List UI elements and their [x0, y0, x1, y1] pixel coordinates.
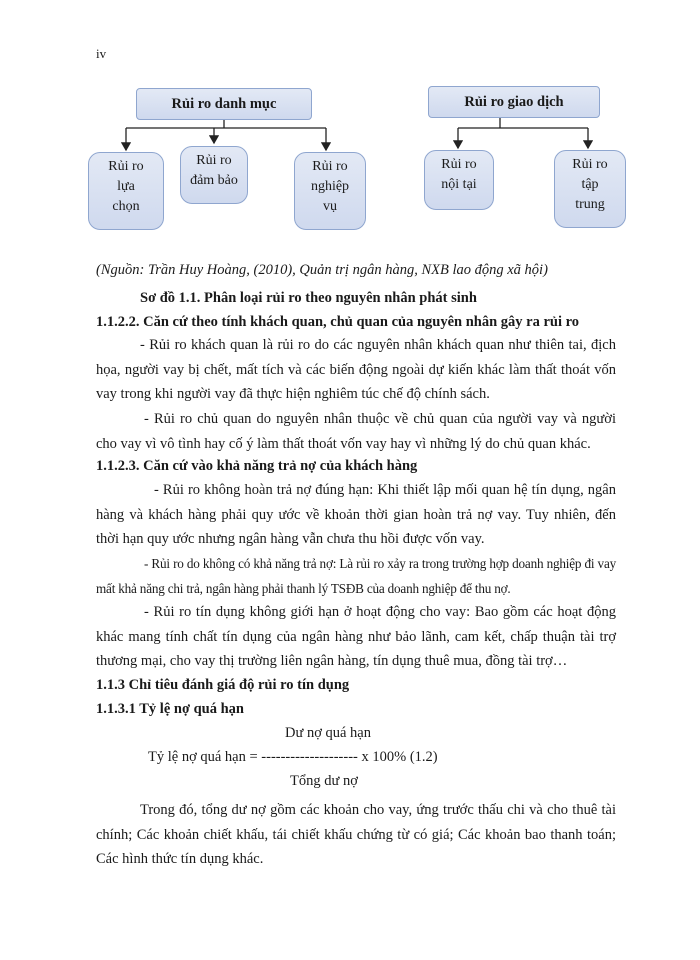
diagram-source: (Nguồn: Trần Huy Hoàng, (2010), Quản trị ngân hàng, NXB lao động xã hội): [96, 262, 548, 278]
node-line: Rủi ro: [108, 159, 144, 174]
paragraph: - Rủi ro không hoàn trả nợ đúng hạn: Khi thiết lập mối quan hệ tín dụng, ngân hàng và khách hàng phải quy ước về khoản thời gian hoàn trả nợ vay. Tuy nhiên, đến thời hạn quy ước nhưng ngân hàng vẫn chưa thu hồi được vốn vay.: [96, 482, 616, 547]
formula-line: Tỷ lệ nợ quá hạn = -------------------- x 100% (1.2): [148, 749, 438, 765]
diagram-node-concentration-risk: [554, 150, 626, 228]
diagram-node-collateral-risk: [180, 146, 248, 204]
section-heading-1122: 1.1.2.2. Căn cứ theo tính khách quan, chủ quan của nguyên nhân gây ra rủi ro: [96, 314, 580, 330]
diagram-root-label: Rủi ro giao dịch: [464, 94, 564, 110]
paragraph: - Rủi ro khách quan là rủi ro do các nguyên nhân khách quan như thiên tai, địch họa, người vay bị chết, mất tích và các biến động ngoài dự kiến khác làm thất thoát vốn vay trong khi người vay đã thực hiện nghiêm túc chế độ chính sách.: [96, 337, 616, 402]
node-line: nội tại: [441, 177, 477, 192]
page-number: iv: [96, 46, 107, 61]
node-line: Rủi ro: [441, 157, 477, 172]
node-line: đảm bảo: [190, 173, 238, 188]
node-line: lựa: [117, 179, 135, 194]
node-line: vụ: [323, 199, 337, 214]
formula-numerator: Dư nợ quá hạn: [285, 725, 371, 741]
node-line: chọn: [112, 199, 140, 214]
node-line: Rủi ro: [312, 159, 348, 174]
paragraph: - Rủi ro chủ quan do nguyên nhân thuộc về chủ quan của người vay và người cho vay vì vô tình hay cố ý làm thất thoát vốn vay hay vì những lý do chủ quan khác.: [96, 411, 616, 452]
formula-denominator: Tổng dư nợ: [290, 773, 358, 789]
diagram-node-intrinsic-risk: [424, 150, 494, 210]
section-heading-113: 1.1.3 Chỉ tiêu đánh giá độ rủi ro tín dụng: [96, 677, 350, 693]
diagram-node-operational-risk: [294, 152, 366, 230]
diagram-root-label: Rủi ro danh mục: [171, 96, 277, 112]
paragraph: - Rủi ro do không có khả năng trả nợ: Là rủi ro xảy ra trong trường hợp doanh nghiệp đi vay mất khả năng chi trả, ngân hàng phải thanh lý TSĐB của doanh nghiệp để thu nợ.: [96, 556, 616, 596]
paragraph: - Rủi ro tín dụng không giới hạn ở hoạt động cho vay: Bao gồm các hoạt động khác mang tính chất tín dụng của ngân hàng như bảo lãnh, cam kết, chấp thuận tài trợ thương mại, cho vay thị trường liên ngân hàng, tín dụng thuê mua, đồng tài trợ…: [96, 604, 616, 669]
diagram-node-selection-risk: [88, 152, 164, 230]
diagram-caption: Sơ đồ 1.1. Phân loại rủi ro theo nguyên nhân phát sinh: [140, 290, 477, 306]
section-heading-1123: 1.1.2.3. Căn cứ vào khả năng trả nợ của khách hàng: [96, 458, 418, 474]
node-line: Rủi ro: [196, 153, 232, 168]
section-heading-1131: 1.1.3.1 Tỷ lệ nợ quá hạn: [96, 701, 244, 717]
node-line: trung: [575, 197, 605, 212]
node-line: tập: [581, 177, 599, 192]
diagram-root-transaction-risk: [428, 86, 600, 118]
paragraph: Trong đó, tổng dư nợ gồm các khoản cho vay, ứng trước thấu chi và cho thuê tài chính; Các khoản chiết khấu, tái chiết khấu chứng từ có giá; Các khoản bao thanh toán; Các hình thức tín dụng khác.: [96, 802, 616, 867]
node-line: Rủi ro: [572, 157, 608, 172]
diagram-root-portfolio-risk: [136, 88, 312, 120]
node-line: nghiệp: [310, 179, 350, 194]
